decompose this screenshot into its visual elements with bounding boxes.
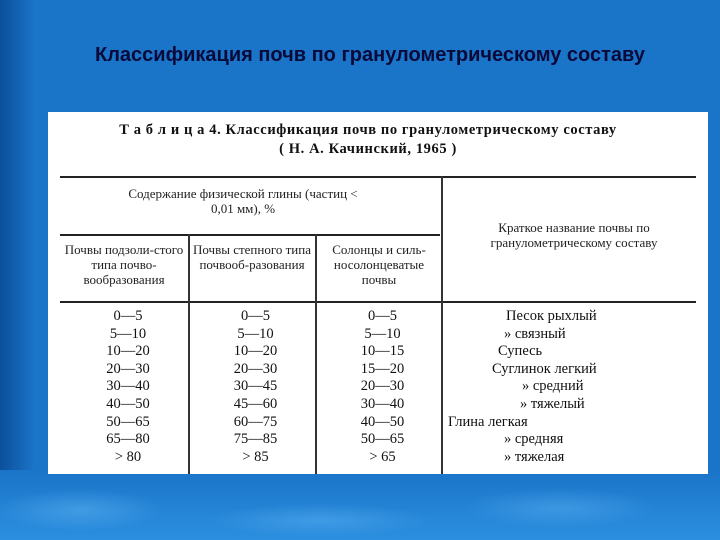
table-cell-steppe: 30—45	[233, 378, 278, 395]
table-cell-solonetz: 10—15	[360, 343, 405, 360]
table-cell-podzolic: 0—5	[113, 308, 143, 324]
table-cell-solonetz: > 65	[369, 448, 396, 465]
table-cell-podzolic: 30—40	[106, 378, 150, 395]
group-header: Содержание физической глины (частиц < 0,01 мм), %	[128, 186, 358, 216]
header-bottom-rule	[60, 301, 696, 303]
col-divider-3	[441, 176, 443, 474]
table-cell-podzolic: 50—65	[106, 413, 150, 430]
table-top-rule	[60, 176, 696, 178]
table-cell-soil-name: » связный	[504, 325, 566, 342]
col-divider-1	[188, 234, 190, 474]
table-cell-soil-name: Глина легкая	[448, 413, 528, 430]
table-panel	[48, 112, 708, 474]
table-cell-soil-name: » средняя	[504, 431, 564, 448]
table-cell-steppe: 5—10	[237, 325, 274, 342]
header-col-4: Краткое название почвы по гранулометрическому составу	[490, 220, 658, 250]
header-col-2: Почвы степного типа почвооб-разования	[193, 242, 311, 272]
table-cell-soil-name: Песок рыхлый	[506, 308, 597, 324]
table-cell-solonetz: 5—10	[364, 325, 401, 342]
table-cell-steppe: > 85	[242, 448, 269, 465]
table-cell-podzolic: 65—80	[106, 431, 150, 448]
table-cell-steppe: 0—5	[241, 308, 270, 324]
slide-background-water	[0, 470, 720, 540]
slide-title: Классификация почв по гранулометрическому составу	[95, 44, 645, 66]
table-cell-steppe: 20—30	[233, 360, 278, 377]
table-cell-steppe: 10—20	[233, 343, 278, 360]
column-solonetz-values	[340, 308, 425, 466]
table-cell-podzolic: > 80	[114, 448, 142, 465]
col-divider-2	[315, 234, 317, 474]
table-cell-solonetz: 50—65	[360, 431, 405, 448]
header-col-1: Почвы подзоли-стого типа почво-вообразования	[64, 242, 184, 287]
table-cell-steppe: 60—75	[233, 413, 278, 430]
table-cell-soil-name: Суглинок легкий	[492, 360, 597, 377]
column-podzolic-values	[88, 308, 168, 466]
table-cell-steppe: 75—85	[233, 431, 278, 448]
table-cell-solonetz: 15—20	[360, 360, 405, 377]
table-cell-podzolic: 10—20	[106, 343, 150, 360]
table-caption: Т а б л и ц а 4. Классификация почв по гранулометрическому составу	[119, 122, 617, 138]
table-cell-podzolic: 20—30	[106, 360, 150, 377]
table-cell-podzolic: 40—50	[106, 395, 150, 412]
table-cell-solonetz: 20—30	[360, 378, 405, 395]
column-steppe-values	[213, 308, 298, 466]
table-cell-podzolic: 5—10	[109, 325, 147, 342]
table-cell-soil-name: » тяжелый	[520, 395, 585, 412]
group-header-rule	[60, 234, 440, 236]
table-cell-solonetz: 30—40	[360, 395, 405, 412]
header-col-3: Солонцы и силь-носолонцеватые почвы	[332, 242, 426, 287]
table-cell-solonetz: 40—50	[360, 413, 405, 430]
table-cell-soil-name: » тяжелая	[504, 448, 565, 465]
table-cell-soil-name: » средний	[522, 378, 584, 395]
table-cell-solonetz: 0—5	[368, 308, 397, 324]
table-cell-steppe: 45—60	[233, 395, 278, 412]
table-author: ( Н. А. Качинский, 1965 )	[279, 141, 457, 157]
column-soil-names	[448, 308, 698, 466]
slide-left-edge	[0, 0, 34, 540]
table-cell-soil-name: Супесь	[498, 343, 543, 360]
